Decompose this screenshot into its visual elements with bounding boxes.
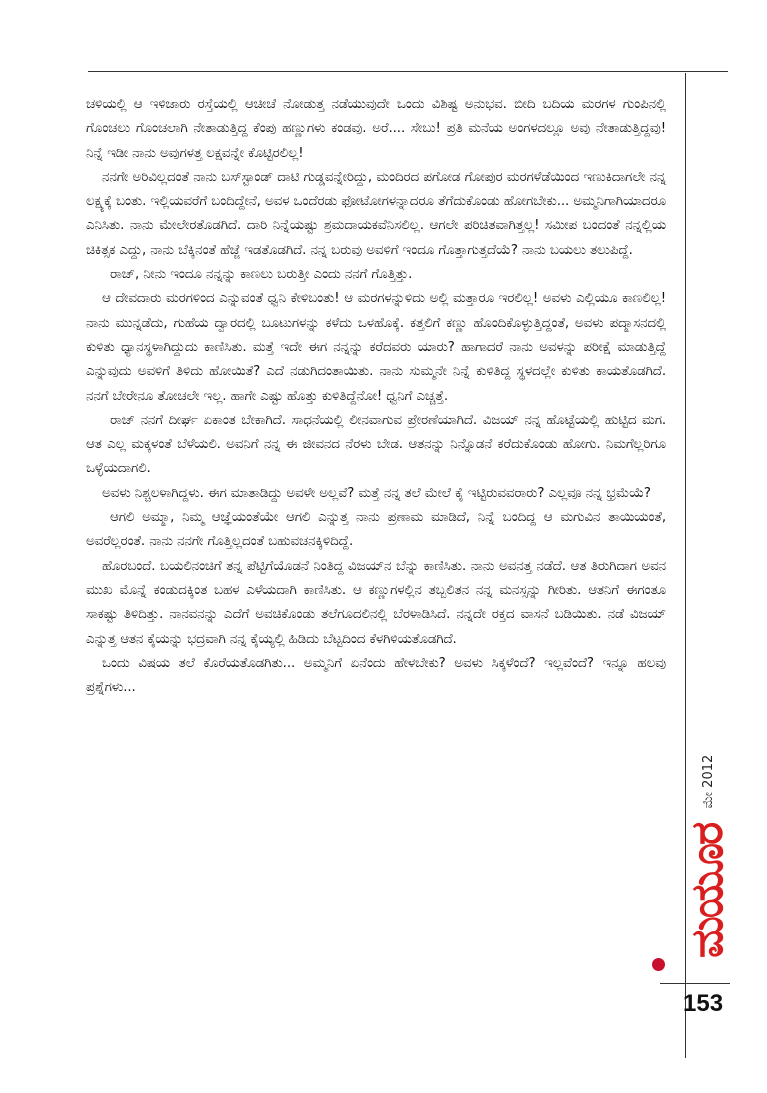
magazine-masthead (652, 750, 732, 982)
top-rule (88, 71, 728, 72)
masthead-vertical (678, 708, 738, 958)
paragraph: ನನಗೇ ಅರಿವಿಲ್ಲದಂತೆ ನಾನು ಬಸ್‌ಸ್ಟಾಂಡ್ ದಾಟಿ ಗುಡ್ಡವನ್ನೇರಿದ್ದು, ಮಂದಿರದ ಪಗೋಡ ಗೋಪುರ ಮರಗಳೆಡೆಯಿಂದ ಇಣುಕಿದಾಗಲೇ ನನ್ನ ಲಕ್ಷ್ಯಕ್ಕೆ ಬಂತು. ಇಲ್ಲಿಯವರೆಗೆ ಬಂದಿದ್ದೇನೆ, ಅವಳ ಒಂದೆರಡು ಫೋಟೋಗಳನ್ನಾದರೂ ತೆಗೆದುಕೊಂಡು ಹೋಗಬೇಕು... ಅಮ್ಮನಿಗಾಗಿಯಾದರೂ ಎನಿಸಿತು. ನಾನು ಮೇಲೇರತೊಡಗಿದೆ. ದಾರಿ ನಿನ್ನೆಯಷ್ಟು ಶ್ರಮದಾಯಕವೆನಿಸಲಿಲ್ಲ. ಆಗಲೇ ಪರಿಚಿತವಾಗಿತ್ತಲ್ಲ! ಸಮೀಪ ಬಂದಂತೆ ನನ್ನಲ್ಲಿಯ ಚಿಕಿತ್ಸಕ ಎದ್ದು, ನಾನು ಬೆಕ್ಕಿನಂತೆ ಹೆಜ್ಜೆ ಇಡತೊಡಗಿದೆ. ನನ್ನ ಬರುವು ಅವಳಿಗೆ ಇಂದೂ ಗೊತ್ತಾಗುತ್ತದೆಯೆ? ನಾನು ಬಯಲು ತಲುಪಿದ್ದೆ. (86, 169, 667, 258)
article-body (86, 93, 666, 700)
magazine-logo: ಮಯೂರ (682, 823, 733, 958)
paragraph: ರಾಜ್, ನೀನು ಇಂದೂ ನನ್ನನ್ನು ಕಾಣಲು ಬರುತ್ತೀ ಎಂದು ನನಗೆ ಗೊತ್ತಿತ್ತು. (110, 267, 413, 283)
bottom-rule (660, 983, 730, 984)
paragraph: ಅವಳು ನಿಶ್ಚಲಳಾಗಿದ್ದಳು. ಈಗ ಮಾತಾಡಿದ್ದು ಅವಳೇ ಅಲ್ಲವೆ? ಮತ್ತೆ ನನ್ನ ತಲೆ ಮೇಲೆ ಕೈ ಇಟ್ಟಿರುವವರಾರು? ಎಲ್ಲವೂ ನನ್ನ ಭ್ರಮೆಯೆ? (102, 485, 651, 501)
paragraph: ಆಗಲಿ ಅಮ್ಮಾ, ನಿಮ್ಮ ಆಜ್ಞೆಯಂತೆಯೇ ಆಗಲಿ ಎನ್ನುತ್ತ ನಾನು ಪ್ರಣಾಮ ಮಾಡಿದೆ, ನಿನ್ನೆ ಬಂದಿದ್ದ ಆ ಮಗುವಿನ ತಾಯಿಯಂತೆ, ಅವರೆಲ್ಲರಂತೆ. ನಾನು ನನಗೇ ಗೊತ್ತಿಲ್ಲದಂತೆ ಬಹುವಚನಕ್ಕಿಳಿದಿದ್ದೆ. (86, 510, 666, 550)
paragraph: ರಾಜ್ ನನಗೆ ದೀರ್ಘ ಏಕಾಂತ ಬೇಕಾಗಿದೆ. ಸಾಧನೆಯಲ್ಲಿ ಲೀನವಾಗುವ ಪ್ರೇರಣೆಯಾಗಿದೆ. ವಿಜಯ್ ನನ್ನ ಹೊಟ್ಟೆಯಲ್ಲಿ ಹುಟ್ಟಿದ ಮಗ. ಆತ ಎಲ್ಲ ಮಕ್ಕಳಂತೆ ಬೆಳೆಯಲಿ. ಅವನಿಗೆ ನನ್ನ ಈ ಜೀವನದ ನೆರಳು ಬೇಡ. ಆತನನ್ನು ನಿನ್ನೊಡನೆ ಕರೆದುಕೊಂಡು ಹೋಗು. ನಿಮಗೆಲ್ಲರಿಗೂ ಒಳ್ಳೆಯದಾಗಲಿ. (86, 412, 666, 477)
issue-date: ಮೇ 2012 (700, 754, 716, 809)
paragraph: ಆ ದೇವದಾರು ಮರಗಳಿಂದ ಎನ್ನುವಂತೆ ಧ್ವನಿ ಕೇಳಿಬಂತು! ಆ ಮರಗಳನ್ನುಳಿದು ಅಲ್ಲಿ ಮತ್ತಾರೂ ಇರಲಿಲ್ಲ! ಅವಳು ಎಲ್ಲಿಯೂ ಕಾಣಲಿಲ್ಲ! ನಾನು ಮುನ್ನಡೆದು, ಗುಹೆಯ ದ್ವಾರದಲ್ಲಿ ಬೂಟುಗಳನ್ನು ಕಳೆದು ಒಳಹೊಕ್ಕೆ. ಕತ್ತಲಿಗೆ ಕಣ್ಣು ಹೊಂದಿಕೊಳ್ಳುತ್ತಿದ್ದಂತೆ, ಅವಳು ಪದ್ಮಾಸನದಲ್ಲಿ ಕುಳಿತು ಧ್ಯಾನಸ್ಥಳಾಗಿದ್ದುದು ಕಾಣಿಸಿತು. ಮತ್ತೆ ಇದೇ ಈಗ ನನ್ನನ್ನು ಕರೆದವರು ಯಾರು? ಹಾಗಾದರೆ ನಾನು ಅವಳನ್ನು ಪರೀಕ್ಷೆ ಮಾಡುತ್ತಿದ್ದೆ ಎನ್ನುವುದು ಅವಳಿಗೆ ತಿಳಿದು ಹೋಯಿತೆ? ಎದೆ ನಡುಗಿದಂತಾಯಿತು. ನಾನು ಸುಮ್ಮನೇ ನಿನ್ನೆ ಕುಳಿತಿದ್ದ ಸ್ಥಳದಲ್ಲೇ ಕುಳಿತು ಕಾಯತೊಡಗಿದೆ. ನನಗೆ ಬೇರೇನೂ ತೋಚಲೇ ಇಲ್ಲ. ಹಾಗೇ ಎಷ್ಟು ಹೊತ್ತು ಕುಳಿತಿದ್ದೆನೋ! ಧ್ವನಿಗೆ ಎಚ್ಚತ್ತೆ. (86, 291, 666, 404)
red-dot-icon (652, 958, 665, 971)
paragraph: ಹೊರಬಂದೆ. ಬಯಲಿನಂಚಿಗೆ ತನ್ನ ಪೆಟ್ಟಿಗೆಯೊಡನೆ ನಿಂತಿದ್ದ ವಿಜಯ್‌ನ ಬೆನ್ನು ಕಾಣಿಸಿತು. ನಾನು ಅವನತ್ತ ನಡೆದೆ. ಆತ ತಿರುಗಿದಾಗ ಅವನ ಮುಖ ಮೊನ್ನೆ ಕಂಡುದಕ್ಕಿಂತ ಬಹಳ ಎಳೆಯದಾಗಿ ಕಾಣಿಸಿತು. ಆ ಕಣ್ಣುಗಳಲ್ಲಿನ ತಬ್ಬಲಿತನ ನನ್ನ ಮನಸ್ಸನ್ನು ಗೀರಿತು. ಆತನಿಗೆ ಈಗಂತೂ ಸಾಕಷ್ಟು ತಿಳಿದಿತ್ತು. ನಾನವನನ್ನು ಎದೆಗೆ ಅವಚಿಕೊಂಡು ತಲೆಗೂದಲಿನಲ್ಲಿ ಬೆರಳಾಡಿಸಿದೆ. ನನ್ನದೇ ರಕ್ತದ ವಾಸನೆ ಬಡಿಯಿತು. ನಡೆ ವಿಜಯ್ ಎನ್ನುತ್ತ ಆತನ ಕೈಯನ್ನು ಭದ್ರವಾಗಿ ನನ್ನ ಕೈಯ್ಯಲ್ಲಿ ಹಿಡಿದು ಬೆಟ್ಟದಿಂದ ಕೆಳಗಿಳಿಯತೊಡಗಿದೆ. (86, 558, 666, 647)
page-number: 153 (683, 990, 724, 1017)
paragraph: ಒಂದು ವಿಷಯ ತಲೆ ಕೊರೆಯತೊಡಗಿತು... ಅಮ್ಮನಿಗೆ ಏನೆಂದು ಹೇಳಬೇಕು? ಅವಳು ಸಿಕ್ಕಳೆಂದೆ? ಇಲ್ಲವೆಂದೆ? ಇನ್ನೂ ಹಲವು ಪ್ರಶ್ನೆಗಳು... (86, 655, 666, 696)
paragraph: ಚಳಿಯಲ್ಲಿ ಆ ಇಳಿಜಾರು ರಸ್ತೆಯಲ್ಲಿ ಆಚೀಚೆ ನೋಡುತ್ತ ನಡೆಯುವುದೇ ಒಂದು ವಿಶಿಷ್ಟ ಅನುಭವ. ಬೀದಿ ಬದಿಯ ಮರಗಳ ಗುಂಪಿನಲ್ಲಿ ಗೊಂಚಲು ಗೊಂಚಲಾಗಿ ನೇತಾಡುತ್ತಿದ್ದ ಕೆಂಪು ಹಣ್ಣುಗಳು ಕಂಡವು. ಅರೆ.... ಸೇಬು! ಪ್ರತಿ ಮನೆಯ ಅಂಗಳದಲ್ಲೂ ಅವು ನೇತಾಡುತ್ತಿದ್ದವು! ನಿನ್ನೆ ಇಡೀ ನಾನು ಅವುಗಳತ್ತ ಲಕ್ಷವನ್ನೇ ಕೊಟ್ಟಿರಲಿಲ್ಲ! (86, 97, 666, 161)
